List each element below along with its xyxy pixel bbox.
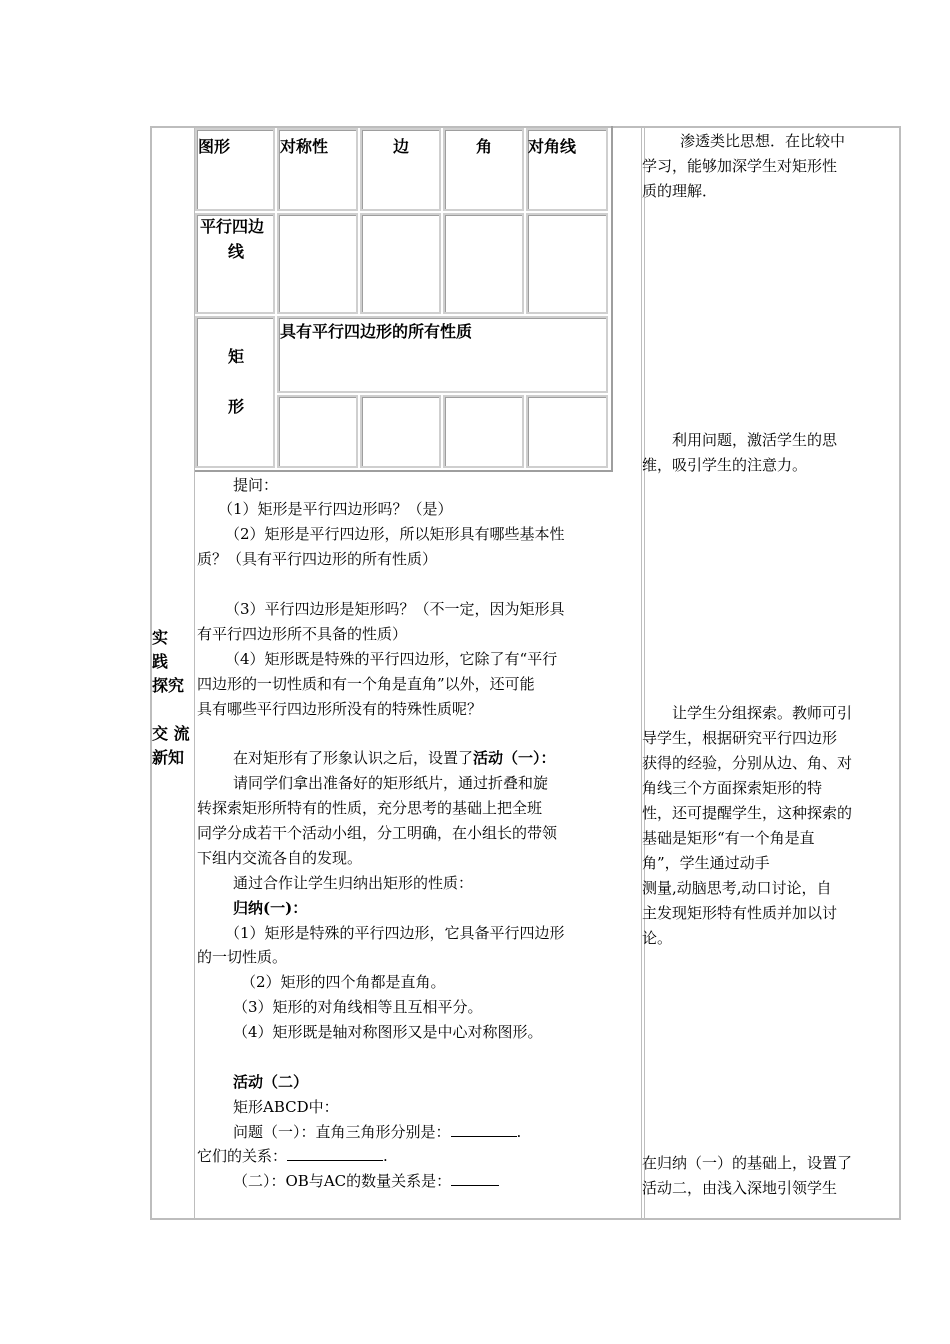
- note-line: 导学生，根据研究平行四边形: [642, 729, 838, 747]
- main-line: （4）矩形既是特殊的平行四边形，它除了有“平行: [225, 650, 558, 668]
- note-line: 获得的经验，分别从边、角、对: [642, 754, 853, 772]
- table-cell: [526, 213, 608, 314]
- stage-label-line: 交 流: [152, 724, 190, 743]
- header-angle: 角: [476, 137, 493, 156]
- header-symmetry: 对称性: [280, 137, 329, 156]
- main-text: 在对矩形有了形象认识之后，设置了: [233, 749, 474, 767]
- rectangle-all-properties: 具有平行四边形的所有性质: [280, 322, 473, 341]
- activity-one-heading: 活动（一）：: [473, 749, 556, 767]
- design-note: [642, 428, 900, 478]
- note-line: 利用问题，激活学生的思: [672, 431, 838, 449]
- main-line: 质？（具有平行四边形的所有性质）: [197, 550, 438, 568]
- design-note: [642, 701, 900, 951]
- row-label-parallelogram-line2: 线: [228, 242, 245, 261]
- row-label-rectangle-line2: 形: [228, 397, 245, 416]
- note-line: 在归纳（一）的基础上，设置了: [642, 1154, 853, 1172]
- note-line: 维，吸引学生的注意力。: [642, 456, 808, 474]
- design-note: [642, 1151, 900, 1201]
- header-diagonal: 对角线: [528, 137, 577, 156]
- main-line: 具有哪些平行四边形所没有的特殊性质呢？: [197, 700, 483, 718]
- main-line: （4）矩形既是轴对称图形又是中心对称图形。: [233, 1023, 543, 1041]
- note-line: 性，还可提醒学生，这种探索的: [642, 804, 853, 822]
- row-label-rectangle: 矩: [228, 347, 245, 366]
- main-line: 同学分成若干个活动小组，分工明确，在小组长的带领: [197, 824, 558, 842]
- main-text: （二）：OB与AC的数量关系是：: [233, 1172, 452, 1190]
- stage-label-line: 践: [152, 652, 169, 671]
- main-line: 矩形ABCD中：: [233, 1098, 339, 1116]
- note-line: 让学生分组探索。教师可引: [672, 704, 853, 722]
- header-side: 边: [393, 137, 410, 156]
- stage-label-line: 探究: [152, 676, 185, 695]
- main-text: .: [383, 1147, 388, 1165]
- main-text: 它们的关系：: [197, 1147, 288, 1165]
- activity-two-heading: 活动（二）: [233, 1073, 309, 1091]
- main-line: 请同学们拿出准备好的矩形纸片，通过折叠和旋: [233, 774, 549, 792]
- main-line: [233, 1169, 499, 1194]
- stage-label: [152, 626, 192, 770]
- answer-blank[interactable]: [451, 1120, 517, 1137]
- table-cell: [360, 395, 441, 468]
- main-line: （1）矩形是特殊的平行四边形，它具备平行四边形: [225, 924, 565, 942]
- summary-one-heading: 归纳(一)：: [233, 899, 308, 917]
- main-line: [233, 746, 556, 771]
- table-cell: [443, 213, 524, 314]
- table-cell: [360, 213, 441, 314]
- main-line: 提问：: [233, 476, 279, 494]
- main-line: （1）矩形是平行四边形吗？（是）: [218, 500, 453, 518]
- column-divider: [641, 128, 642, 1218]
- note-line: 质的理解．: [642, 182, 718, 200]
- table-cell: [526, 395, 608, 468]
- main-line: （2）矩形的四个角都是直角。: [241, 973, 446, 991]
- design-note: [642, 129, 900, 204]
- main-line: （3）平行四边形是矩形吗？（不一定，因为矩形具: [225, 600, 565, 618]
- header-shape: 图形: [198, 137, 231, 156]
- stage-label-line: 实: [152, 628, 169, 647]
- stage-label-spacer: [152, 698, 192, 722]
- note-line: 学习，能够加深学生对矩形性: [642, 157, 838, 175]
- answer-blank[interactable]: [287, 1144, 383, 1161]
- answer-blank[interactable]: [451, 1169, 499, 1186]
- note-line: 渗透类比思想．在比较中: [680, 132, 846, 150]
- main-line: [197, 1144, 388, 1169]
- main-line: [233, 1120, 521, 1145]
- main-line: 有平行四边形所不具备的性质）: [197, 625, 408, 643]
- table-cell: [277, 213, 358, 314]
- column-divider: [644, 128, 645, 1218]
- note-line: 基础是矩形“有一个角是直: [642, 829, 815, 847]
- table-cell: [195, 316, 275, 468]
- compare-table: [195, 126, 612, 470]
- main-line: 四边形的一切性质和有一个角是直角”以外，还可能: [197, 675, 535, 693]
- note-line: 测量,动脑思考,动口讨论，自: [642, 879, 832, 897]
- main-line: （2）矩形是平行四边形，所以矩形具有哪些基本性: [225, 525, 565, 543]
- main-line: 转探索矩形所特有的性质，充分思考的基础上把全班: [197, 799, 543, 817]
- note-line: 论。: [642, 929, 673, 947]
- note-line: 活动二，由浅入深地引领学生: [642, 1179, 838, 1197]
- note-line: 主发现矩形特有性质并加以讨: [642, 904, 838, 922]
- table-cell: [277, 395, 358, 468]
- main-text: 问题（一）：直角三角形分别是：: [233, 1123, 451, 1141]
- note-line: 角线三个方面探索矩形的特: [642, 779, 823, 797]
- note-line: 角”，学生通过动手: [642, 854, 770, 872]
- stage-label-line: 新知: [152, 748, 185, 767]
- main-line: 的一切性质。: [197, 948, 288, 966]
- main-line: 下组内交流各自的发现。: [197, 849, 363, 867]
- main-line: 通过合作让学生归纳出矩形的性质：: [233, 874, 474, 892]
- table-cell: [443, 395, 524, 468]
- row-label-parallelogram: 平行四边: [200, 217, 265, 236]
- main-line: （3）矩形的对角线相等且互相平分。: [233, 998, 483, 1016]
- main-text: .: [516, 1123, 522, 1141]
